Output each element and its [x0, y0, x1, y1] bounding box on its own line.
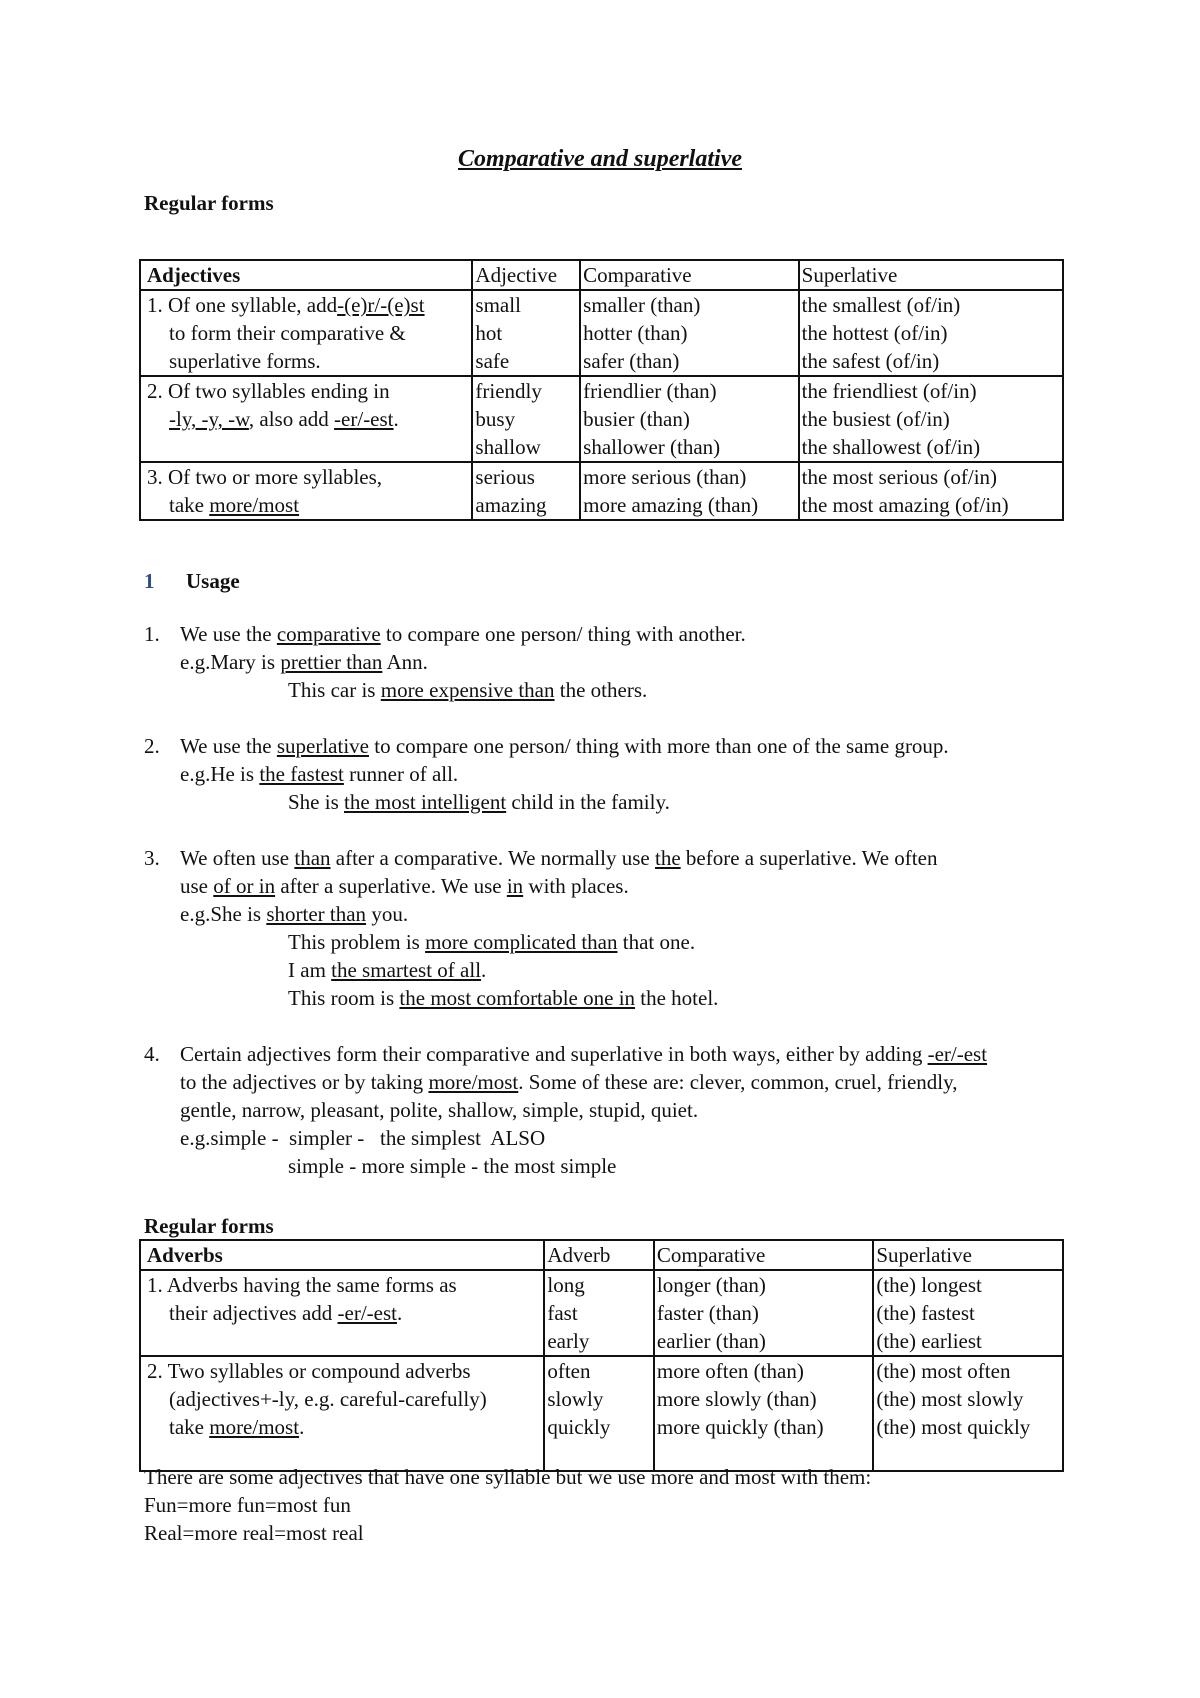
list-number: 2. [144, 734, 160, 758]
usage-text: We use the [180, 734, 277, 758]
comparative: hotter (than) [583, 321, 688, 345]
rule-text: . [396, 1301, 403, 1325]
usage-text: . Some of these are: clever, common, cruel, friendly, [518, 1070, 958, 1094]
usage-text: after a comparative. We normally use [330, 846, 655, 870]
superlative: the safest (of/in) [801, 349, 940, 373]
section-heading-regular-forms: Regular forms [144, 191, 274, 215]
adverb: fast [547, 1301, 578, 1325]
usage-keyword: comparative [276, 622, 381, 646]
rule-suffix: more/most [209, 1415, 300, 1439]
rule-text: take [169, 493, 210, 517]
example-text: e.g.He is [180, 762, 260, 786]
table-header-row [140, 1240, 1063, 1270]
example-text: e.g.simple - simpler - the simplest ALSO [180, 1126, 546, 1150]
example-keyword: the fastest [259, 762, 344, 786]
adjective: safe [475, 349, 510, 373]
usage-keyword: superlative [276, 734, 369, 758]
usage-list [144, 620, 1134, 1208]
adverb-cell [544, 1356, 654, 1471]
col-header-adjective: Adjective [472, 260, 580, 290]
comparative: smaller (than) [583, 293, 701, 317]
section-heading-regular-forms-adverbs: Regular forms [144, 1214, 274, 1238]
adjective: hot [475, 321, 503, 345]
example-text: you. [366, 902, 409, 926]
usage-text: to compare one person/ thing with another. [380, 622, 746, 646]
superlative: the busiest (of/in) [801, 407, 950, 431]
table-row [140, 1270, 1063, 1356]
rule-text: . [299, 1415, 305, 1439]
footer-line: Real=more real=most real [144, 1521, 364, 1545]
col-header-superlative: Superlative [799, 260, 1063, 290]
example-text: the hotel. [635, 986, 719, 1010]
rule-text: 2. Of two syllables ending in [147, 379, 390, 403]
usage-keyword: more/most [428, 1070, 519, 1094]
rule-cell [140, 376, 472, 462]
superlative: (the) most quickly [876, 1415, 1031, 1439]
rule-cell [140, 290, 472, 376]
superlative: the most serious (of/in) [801, 465, 998, 489]
example-keyword: prettier than [280, 650, 383, 674]
comparative: longer (than) [656, 1273, 766, 1297]
page-title: Comparative and superlative [458, 146, 742, 172]
rule-text: 1. Of one syllable, add [147, 293, 338, 317]
adjectives-table [139, 259, 1064, 521]
example-text: I am [288, 958, 332, 982]
table-row [140, 290, 1063, 376]
usage-text: after a superlative. We use [275, 874, 507, 898]
comparative: more serious (than) [583, 465, 747, 489]
superlative: (the) fastest [876, 1301, 975, 1325]
list-item [144, 732, 1134, 816]
rule-cell [140, 1356, 544, 1471]
rule-text: 3. Of two or more syllables, [147, 465, 383, 489]
rule-cell [140, 462, 472, 520]
superlative: the friendliest (of/in) [801, 379, 977, 403]
footer-line: Fun=more fun=most fun [144, 1493, 351, 1517]
adjective: busy [475, 407, 516, 431]
comparative: more slowly (than) [656, 1387, 817, 1411]
usage-text: before a superlative. We often [680, 846, 938, 870]
list-number: 4. [144, 1042, 160, 1066]
superlative-cell [873, 1356, 1063, 1471]
rule-suffix: -(e)r/-(e)st [337, 293, 425, 317]
usage-keyword: than [294, 846, 331, 870]
adjective: shallow [475, 435, 541, 459]
rule-suffix: -ly, -y, -w [169, 407, 249, 431]
usage-keyword: the [654, 846, 681, 870]
superlative-cell [799, 376, 1063, 462]
adjective: amazing [475, 493, 547, 517]
example-text: She is [288, 790, 345, 814]
col-header-comparative: Comparative [654, 1240, 873, 1270]
usage-text: Certain adjectives form their comparative and superlative in both ways, either by adding [180, 1042, 928, 1066]
usage-keyword: in [506, 874, 524, 898]
superlative: the most amazing (of/in) [801, 493, 1009, 517]
superlative: (the) earliest [876, 1329, 982, 1353]
adjective: serious [475, 465, 535, 489]
example-text: This car is [288, 678, 381, 702]
adverb: often [547, 1359, 591, 1383]
usage-text: with places. [523, 874, 629, 898]
list-number: 1. [144, 622, 160, 646]
comparative: friendlier (than) [583, 379, 717, 403]
comparative: busier (than) [583, 407, 690, 431]
col-header-adjectives: Adjectives [140, 260, 472, 290]
adverb: quickly [547, 1415, 611, 1439]
superlative: (the) most often [876, 1359, 1011, 1383]
rule-suffix: -er/-est [337, 1301, 397, 1325]
rule-cell [140, 1270, 544, 1356]
example-keyword: more complicated than [425, 930, 618, 954]
rule-text: 1. Adverbs having the same forms as [147, 1273, 457, 1297]
example-text: e.g.Mary is [180, 650, 281, 674]
col-header-comparative: Comparative [580, 260, 799, 290]
superlative: the shallowest (of/in) [801, 435, 981, 459]
usage-section-number: 1 [144, 569, 155, 593]
footer-line: There are some adjectives that have one syllable but we use more and most with them: [144, 1465, 872, 1489]
usage-text: to the adjectives or by taking [180, 1070, 429, 1094]
comparative: more quickly (than) [656, 1415, 824, 1439]
footer-notes [144, 1463, 871, 1547]
adverbs-table [139, 1239, 1064, 1472]
table-row [140, 462, 1063, 520]
usage-keyword: of or in [213, 874, 276, 898]
superlative: (the) most slowly [876, 1387, 1024, 1411]
list-item [144, 1040, 1134, 1180]
col-header-adverb: Adverb [544, 1240, 654, 1270]
adverb: long [547, 1273, 585, 1297]
example-text: the others. [554, 678, 648, 702]
adjective: friendly [475, 379, 542, 403]
comparative-cell [580, 376, 799, 462]
usage-text: We use the [180, 622, 277, 646]
example-text: runner of all. [343, 762, 459, 786]
example-text: . [481, 958, 487, 982]
list-number: 3. [144, 846, 160, 870]
comparative: safer (than) [583, 349, 680, 373]
comparative-cell [580, 462, 799, 520]
adjective: small [475, 293, 521, 317]
list-item [144, 844, 1134, 1012]
usage-text: gentle, narrow, pleasant, polite, shallow, simple, stupid, quiet. [180, 1098, 699, 1122]
comparative: more amazing (than) [583, 493, 759, 517]
example-text: simple - more simple - the most simple [288, 1154, 617, 1178]
rule-text: . [393, 407, 399, 431]
example-text: This room is [288, 986, 400, 1010]
usage-text: to compare one person/ thing with more than one of the same group. [369, 734, 949, 758]
adjective-cell [472, 376, 580, 462]
example-keyword: shorter than [266, 902, 367, 926]
rule-text: to form their comparative & [169, 321, 406, 345]
example-text: that one. [617, 930, 696, 954]
table-header-row [140, 260, 1063, 290]
rule-suffix: -er/-est [334, 407, 394, 431]
col-header-adverbs: Adverbs [140, 1240, 544, 1270]
usage-title: Usage [186, 569, 240, 593]
table-row [140, 1356, 1063, 1471]
adjective-cell [472, 290, 580, 376]
superlative-cell [873, 1270, 1063, 1356]
adverb: slowly [547, 1387, 604, 1411]
superlative: the hottest (of/in) [801, 321, 948, 345]
superlative-cell [799, 290, 1063, 376]
example-keyword: more expensive than [380, 678, 555, 702]
comparative: faster (than) [656, 1301, 759, 1325]
superlative-cell [799, 462, 1063, 520]
example-text: child in the family. [506, 790, 670, 814]
adjective-cell [472, 462, 580, 520]
comparative-cell [654, 1270, 873, 1356]
superlative: the smallest (of/in) [801, 293, 961, 317]
rule-text: their adjectives add [169, 1301, 338, 1325]
comparative: earlier (than) [656, 1329, 766, 1353]
comparative-cell [654, 1356, 873, 1471]
superlative: (the) longest [876, 1273, 982, 1297]
comparative-cell [580, 290, 799, 376]
rule-text: 2. Two syllables or compound adverbs [147, 1359, 471, 1383]
usage-text: We often use [180, 846, 295, 870]
example-text: This problem is [288, 930, 426, 954]
example-keyword: the most intelligent [344, 790, 507, 814]
rule-suffix: more/most [209, 493, 300, 517]
example-keyword: the most comfortable one in [399, 986, 636, 1010]
rule-text: take [169, 1415, 210, 1439]
rule-text: , also add [248, 407, 335, 431]
comparative: shallower (than) [583, 435, 721, 459]
usage-heading [144, 567, 240, 595]
example-text: e.g.She is [180, 902, 267, 926]
usage-keyword: -er/-est [927, 1042, 988, 1066]
table-row [140, 376, 1063, 462]
adverb-cell [544, 1270, 654, 1356]
adverb: early [547, 1329, 590, 1353]
usage-text: use [180, 874, 214, 898]
rule-text: (adjectives+-ly, e.g. careful-carefully) [169, 1387, 487, 1411]
example-keyword: the smartest of all [331, 958, 482, 982]
example-text: Ann. [382, 650, 428, 674]
rule-text: superlative forms. [169, 349, 321, 373]
comparative: more often (than) [656, 1359, 804, 1383]
col-header-superlative: Superlative [873, 1240, 1063, 1270]
list-item [144, 620, 1134, 704]
